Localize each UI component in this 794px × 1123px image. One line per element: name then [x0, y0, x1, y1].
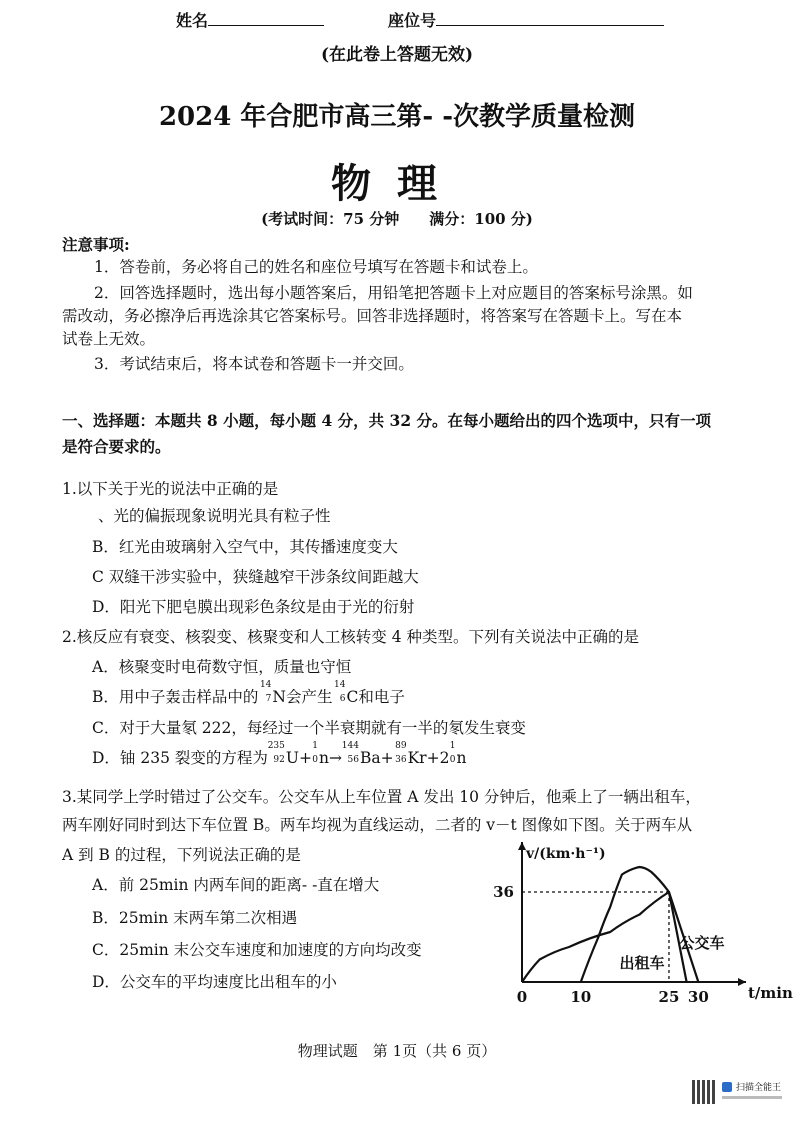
x-tick-label-1: 10: [570, 988, 592, 1006]
x-tick-label-2: 25: [658, 988, 680, 1006]
ba144-z: 56: [347, 755, 359, 765]
section-1-line-2: 是符合要求的。: [62, 437, 171, 456]
exam-info: (考试时间：75 分钟 满分：100 分): [261, 210, 533, 228]
q3-line-2: 两车刚好同时到达下车位置 B。两车均视为直线运动，二者的 v－t 图像如下图。关于两车从: [62, 816, 693, 834]
kr89-indices: [394, 741, 408, 765]
q2-option-b: [92, 680, 405, 707]
q2-b-prefix: B．用中子轰击样品中的: [92, 688, 259, 706]
ba144-indices: [341, 741, 360, 765]
n14-mass: 14: [259, 680, 272, 690]
neutron-1-z: 0: [312, 755, 318, 765]
qr-code-icon: [692, 1080, 716, 1104]
neutron-2-indices: [449, 741, 456, 765]
q2-option-d: [92, 741, 467, 768]
neutron-1-symbol: n: [318, 749, 329, 767]
x-axis-label: t/min: [748, 984, 793, 1002]
u-symbol: U: [285, 749, 299, 767]
plus-sign: +: [298, 749, 312, 767]
q2-stem: 2.核反应有衰变、核裂变、核聚变和人工核转变 4 种类型。下列有关说法中正确的是: [62, 628, 640, 646]
q3-option-d: D．公交车的平均速度比出租车的小: [92, 973, 337, 991]
seat-label-row: [388, 8, 664, 31]
q2-d-prefix: D．铀 235 裂变的方程为: [92, 749, 268, 767]
q1-option-c: C 双缝干涉实验中，狭缝越窄干涉条纹间距越大: [92, 568, 419, 586]
name-blank: [208, 11, 324, 26]
y-tick-label-0: 36: [493, 883, 514, 901]
q2-option-c: C．对于大量氡 222，每经过一个半衰期就有一半的氡发生衰变: [92, 719, 526, 737]
name-label: 姓名: [176, 11, 209, 30]
q3-option-a: A．前 25min 内两车间的距离- -直在增大: [92, 876, 380, 894]
name-label-row: [176, 8, 324, 31]
section-1-line-1: 一、选择题：本题共 8 小题，每小题 4 分，共 32 分。在每小题给出的四个选项中，只有一项: [62, 411, 712, 430]
notice-heading: 注意事项:: [62, 235, 130, 254]
annotation-bus: 公交车: [679, 934, 725, 952]
u235-indices: [267, 741, 286, 765]
seat-blank: [436, 11, 664, 26]
q3-option-b: B．25min 末两车第二次相遇: [92, 909, 298, 927]
notice-item-1: 1．答卷前，务必将自己的姓名和座位号填写在答题卡和试卷上。: [94, 258, 538, 276]
neutron-2-z: 0: [449, 755, 456, 765]
y-axis-arrow: [518, 842, 526, 850]
kr89-z: 36: [395, 755, 407, 765]
q1-option-d: D．阳光下肥皂膜出现彩色条纹是由于光的衍射: [92, 598, 415, 616]
plus-two: +2: [426, 749, 450, 767]
seat-label: 座位号: [388, 11, 437, 30]
notice-item-3: 3．考试结束后，将本试卷和答题卡一并交回。: [94, 355, 414, 373]
neutron-1-mass: 1: [312, 741, 318, 751]
scanner-watermark: [690, 1078, 790, 1108]
plus-sign-2: +: [380, 749, 394, 767]
page-footer: 物理试题 第 1页（共 6 页）: [297, 1042, 497, 1060]
cs-logo-icon: [722, 1082, 732, 1092]
c14-symbol: C: [346, 688, 359, 706]
x-tick-label-0: 0: [516, 988, 528, 1006]
q1-option-b: B．红光由玻璃射入空气中，其传播速度变大: [92, 538, 398, 556]
y-axis-label: v/(km·h⁻¹): [526, 846, 606, 862]
notice-item-2-line-2: 需改动，务必擦净后再选涂其它答案标号。回答非选择题时，将答案写在答题卡上。写在本: [62, 307, 683, 325]
invalid-note: (在此卷上答题无效): [320, 45, 474, 65]
notice-item-2-line-3: 试卷上无效。: [62, 330, 156, 348]
u235-mass: 235: [267, 741, 285, 751]
neutron-2-mass: 1: [449, 741, 456, 751]
watermark-text: 扫描全能王: [736, 1083, 782, 1093]
q1-stem: 1.以下关于光的说法中正确的是: [62, 480, 279, 498]
neutron-2-symbol: n: [456, 749, 467, 767]
ba-symbol: Ba: [359, 749, 381, 767]
c14-mass: 14: [334, 680, 346, 690]
q2-b-post: 和电子: [358, 688, 405, 706]
kr89-mass: 89: [395, 741, 407, 751]
notice-item-2-line-1: 2．回答选择题时，选出每小题答案后，用铅笔把答题卡上对应题目的答案标号涂黑。如: [94, 284, 693, 302]
x-tick-label-3: 30: [687, 988, 709, 1006]
kr-symbol: Kr: [407, 749, 427, 767]
q3-line-3: A 到 B 的过程，下列说法正确的是: [62, 846, 301, 864]
annotation-taxi: 出租车: [619, 954, 665, 972]
q3-line-1: 3.某同学上学时错过了公交车。公交车从上车位置 A 发出 10 分钟后，他乘上了一辆出租车，: [62, 788, 701, 806]
c14-z: 6: [339, 694, 346, 704]
watermark-line: [722, 1096, 782, 1099]
u235-z: 92: [273, 755, 285, 765]
x-axis-arrow: [738, 978, 746, 986]
neutron-1-indices: [312, 741, 319, 765]
q1-option-a: 、光的偏振现象说明光具有粒子性: [98, 507, 331, 525]
ba144-mass: 144: [341, 741, 359, 751]
chart-layer: [493, 842, 793, 1006]
vt-chart: [480, 836, 793, 1012]
n14-nuclide-indices: [258, 680, 272, 704]
q2-b-mid: 会产生: [285, 688, 333, 706]
q3-option-c: C．25min 末公交车速度和加速度的方向均改变: [92, 941, 422, 959]
n14-symbol: N: [272, 688, 286, 706]
c14-nuclide-indices: [332, 680, 346, 704]
exam-title: 2024 年合肥市高三第- -次教学质量检测: [158, 102, 636, 132]
n14-z: 7: [265, 694, 272, 704]
reaction-arrow: →: [328, 749, 342, 767]
q2-option-a: A．核聚变时电荷数守恒，质量也守恒: [92, 658, 352, 676]
subject-title: 物理: [331, 160, 463, 207]
